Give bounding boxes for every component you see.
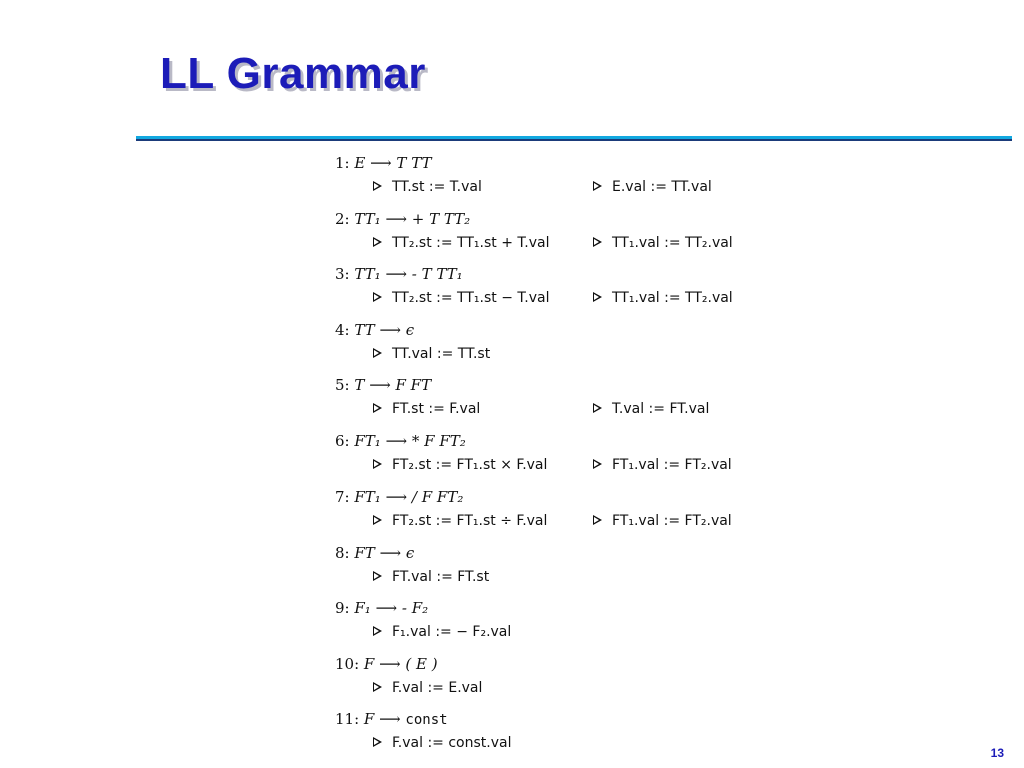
rule-rhs: * F FT₂ [411, 432, 466, 450]
rule-number: 5: [335, 376, 350, 394]
arrow-icon: ⟶ [379, 321, 401, 339]
rule-number: 9: [335, 599, 350, 617]
action-1 [373, 396, 480, 422]
rule-lhs: E [354, 154, 366, 172]
rule-number: 1: [335, 154, 350, 172]
grammar-rule-7 [335, 484, 805, 540]
rule-lhs: T [354, 376, 365, 394]
semantic-actions [373, 730, 813, 756]
action-2 [593, 174, 712, 200]
production [335, 372, 431, 398]
action-text: F.val := const.val [392, 735, 512, 751]
action-2 [593, 508, 732, 534]
action-2 [593, 230, 733, 256]
triangle-bullet-icon [373, 571, 382, 581]
grammar-rule-6 [335, 428, 805, 484]
triangle-bullet-icon [373, 737, 382, 747]
title-divider [136, 136, 1012, 141]
action-text: TT.st := T.val [392, 179, 482, 195]
grammar-rule-3 [335, 261, 805, 317]
action-text: TT₂.st := TT₁.st − T.val [392, 290, 550, 306]
triangle-bullet-icon [593, 515, 602, 525]
grammar-rule-2 [335, 206, 805, 262]
action-text: FT₂.st := FT₁.st ÷ F.val [392, 513, 548, 529]
semantic-actions [373, 675, 813, 701]
action-1 [373, 730, 511, 756]
rule-rhs: ϵ [405, 544, 415, 562]
action-text: E.val := TT.val [612, 179, 712, 195]
rule-number: 2: [335, 210, 350, 228]
triangle-bullet-icon [373, 459, 382, 469]
action-text: TT₁.val := TT₂.val [612, 290, 733, 306]
triangle-bullet-icon [593, 237, 602, 247]
production [335, 428, 466, 454]
action-1 [373, 675, 482, 701]
action-text: F₁.val := − F₂.val [392, 624, 512, 640]
grammar-rule-8 [335, 540, 805, 596]
rule-number: 4: [335, 321, 350, 339]
triangle-bullet-icon [373, 292, 382, 302]
triangle-bullet-icon [373, 515, 382, 525]
action-1 [373, 230, 549, 256]
production [335, 540, 414, 566]
semantic-actions [373, 341, 813, 367]
arrow-icon: ⟶ [385, 210, 407, 228]
triangle-bullet-icon [373, 181, 382, 191]
production [335, 595, 428, 621]
rule-lhs: F [363, 710, 375, 728]
production [335, 261, 463, 287]
action-2 [593, 396, 709, 422]
semantic-actions [373, 452, 813, 478]
action-1 [373, 341, 490, 367]
arrow-icon: ⟶ [375, 599, 398, 617]
arrow-icon: ⟶ [385, 488, 408, 506]
triangle-bullet-icon [373, 682, 382, 692]
grammar-rule-10 [335, 651, 805, 707]
rule-rhs: T TT [396, 154, 432, 172]
rule-number: 11: [335, 710, 360, 728]
rule-rhs: ( E ) [405, 655, 438, 673]
slide-title: LL Grammar [160, 49, 426, 98]
rule-lhs: F₁ [354, 599, 371, 617]
action-text: FT₂.st := FT₁.st × F.val [392, 457, 548, 473]
arrow-icon: ⟶ [379, 710, 401, 728]
rule-number: 6: [335, 432, 350, 450]
production [335, 484, 463, 510]
arrow-icon: ⟶ [379, 655, 401, 673]
triangle-bullet-icon [593, 403, 602, 413]
rule-number: 10: [335, 655, 360, 673]
triangle-bullet-icon [373, 403, 382, 413]
action-1 [373, 619, 511, 645]
production [335, 317, 414, 343]
action-1 [373, 564, 489, 590]
rule-rhs: F FT [395, 376, 432, 394]
rule-lhs: TT₁ [354, 265, 381, 283]
action-1 [373, 508, 547, 534]
action-text: F.val := E.val [392, 680, 483, 696]
triangle-bullet-icon [593, 181, 602, 191]
rule-lhs: F [363, 655, 375, 673]
action-1 [373, 452, 547, 478]
rule-rhs: / F FT₂ [411, 488, 464, 506]
triangle-bullet-icon [373, 348, 382, 358]
rule-rhs: const [405, 712, 448, 728]
arrow-icon: ⟶ [385, 265, 407, 283]
rule-rhs: - T TT₁ [411, 265, 463, 283]
production [335, 651, 438, 677]
rule-number: 3: [335, 265, 350, 283]
semantic-actions [373, 396, 813, 422]
action-1 [373, 174, 482, 200]
action-text: FT₁.val := FT₂.val [612, 457, 732, 473]
action-text: T.val := FT.val [612, 401, 710, 417]
action-text: TT₂.st := TT₁.st + T.val [392, 235, 550, 251]
action-2 [593, 285, 733, 311]
rule-number: 8: [335, 544, 350, 562]
arrow-icon: ⟶ [379, 544, 402, 562]
action-text: TT₁.val := TT₂.val [612, 235, 733, 251]
triangle-bullet-icon [373, 626, 382, 636]
triangle-bullet-icon [593, 459, 602, 469]
semantic-actions [373, 285, 813, 311]
semantic-actions [373, 619, 813, 645]
triangle-bullet-icon [593, 292, 602, 302]
rule-lhs: FT₁ [354, 432, 381, 450]
action-text: TT.val := TT.st [392, 346, 491, 362]
rule-lhs: FT₁ [354, 488, 381, 506]
production [335, 206, 470, 232]
rule-rhs: ϵ [405, 321, 415, 339]
semantic-actions [373, 564, 813, 590]
rule-lhs: TT₁ [354, 210, 381, 228]
grammar-rule-11 [335, 706, 805, 762]
rule-lhs: FT [354, 544, 375, 562]
semantic-actions [373, 508, 813, 534]
rule-number: 7: [335, 488, 350, 506]
production [335, 706, 448, 732]
semantic-actions [373, 174, 813, 200]
grammar-rule-5 [335, 372, 805, 428]
rule-rhs: + T TT₂ [411, 210, 471, 228]
action-1 [373, 285, 549, 311]
page-number: 13 [990, 746, 1004, 760]
rule-lhs: TT [354, 321, 375, 339]
semantic-actions [373, 230, 813, 256]
triangle-bullet-icon [373, 237, 382, 247]
action-text: FT₁.val := FT₂.val [612, 513, 732, 529]
action-2 [593, 452, 732, 478]
rule-rhs: - F₂ [401, 599, 429, 617]
grammar-rule-1 [335, 150, 805, 206]
grammar-rule-9 [335, 595, 805, 651]
arrow-icon: ⟶ [370, 154, 392, 172]
action-text: FT.st := F.val [392, 401, 481, 417]
production [335, 150, 431, 176]
arrow-icon: ⟶ [369, 376, 391, 394]
action-text: FT.val := FT.st [392, 569, 490, 585]
arrow-icon: ⟶ [385, 432, 408, 450]
grammar-rule-4 [335, 317, 805, 373]
